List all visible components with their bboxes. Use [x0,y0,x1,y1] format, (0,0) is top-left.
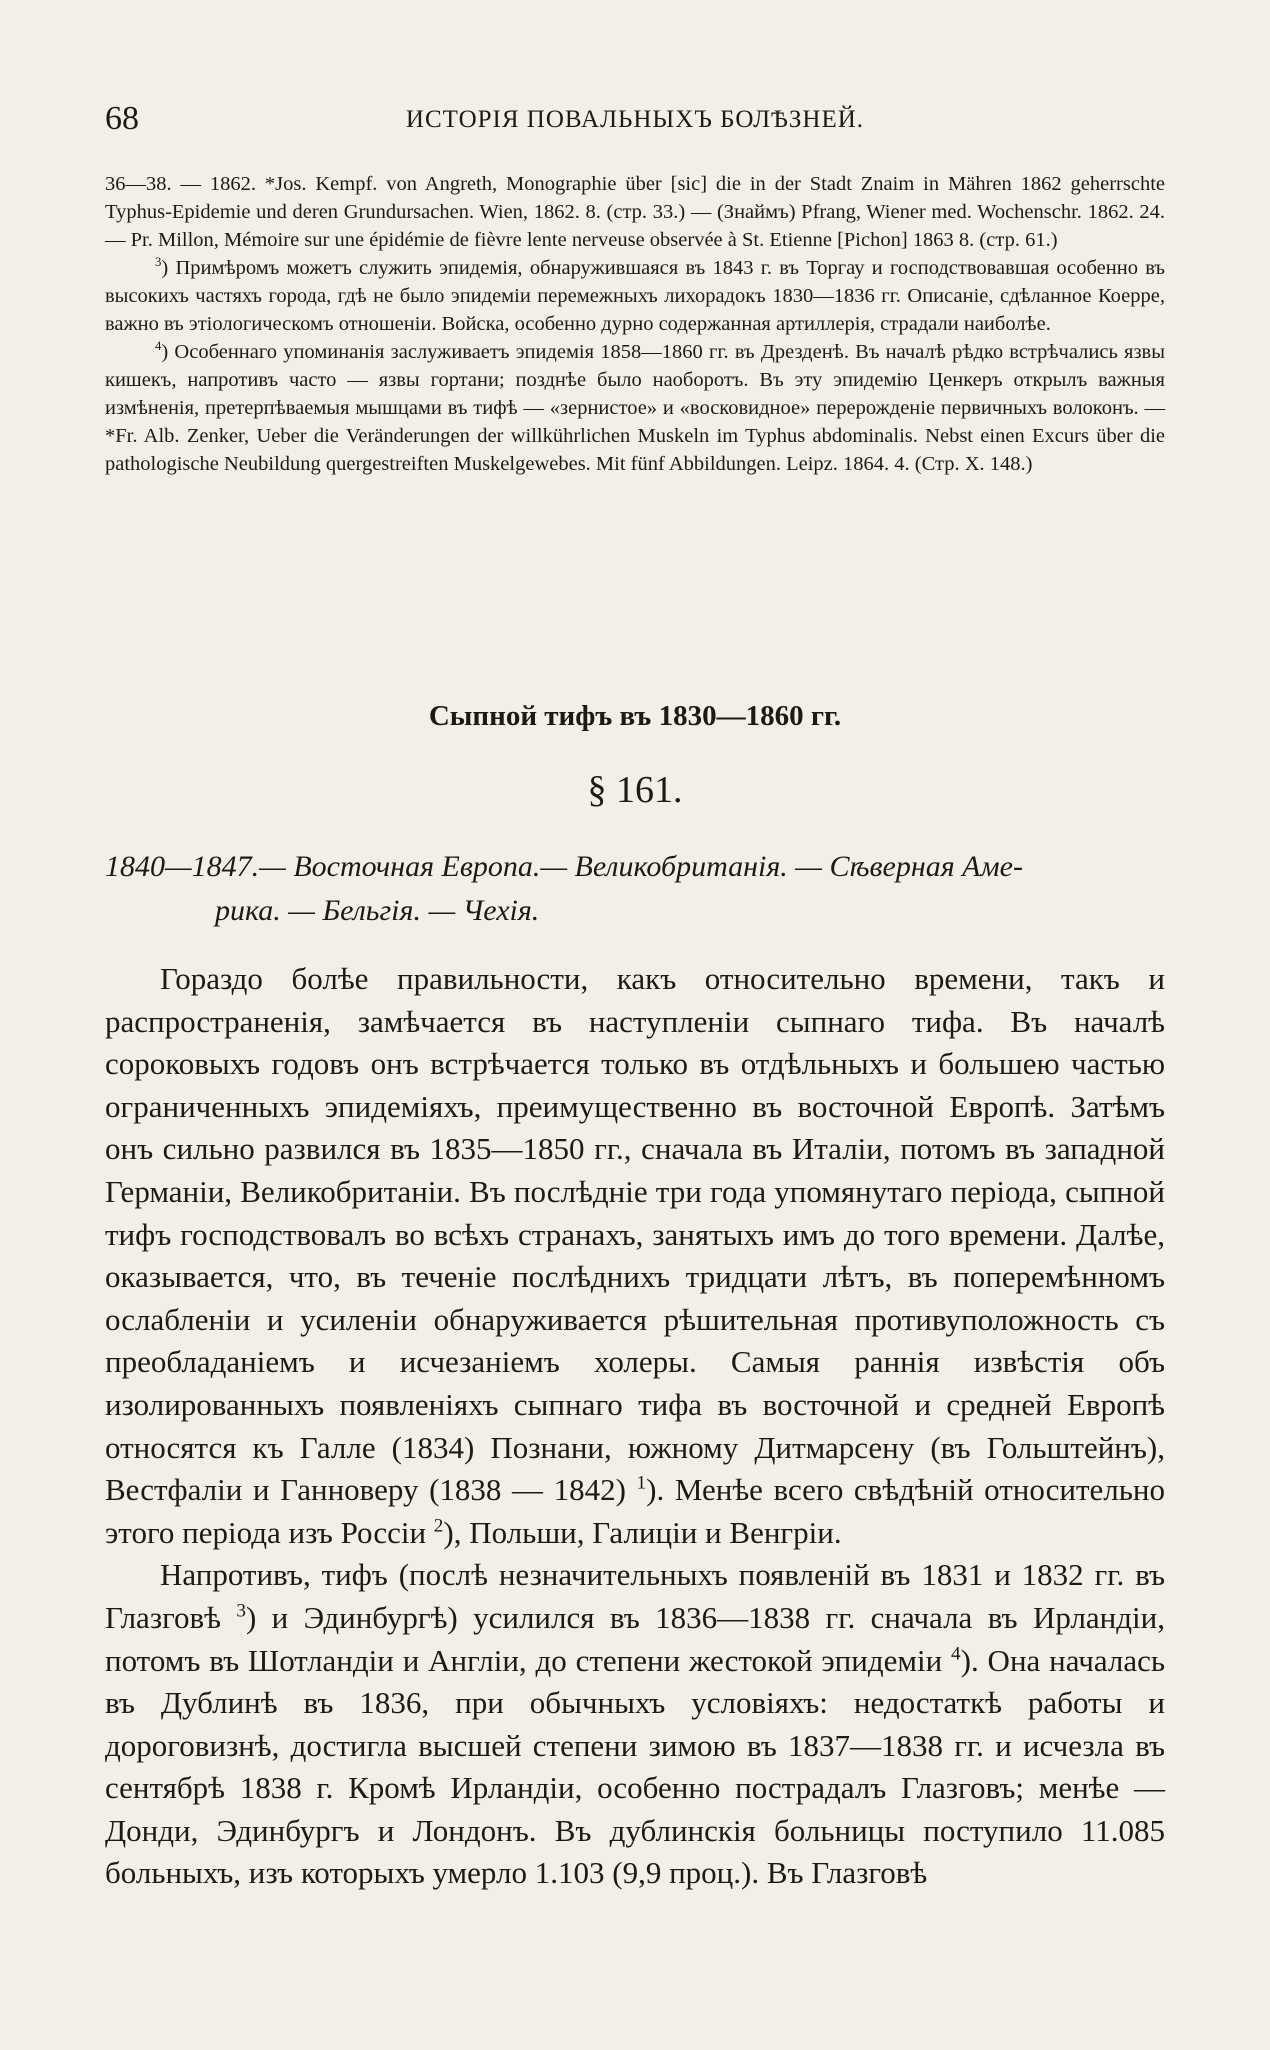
note-ref-3: 3 [236,1600,246,1622]
body-text [105,958,1165,1895]
footnote-4-mark: 4 [155,339,162,354]
paragraph-1 [105,958,1165,1554]
note-ref-1: 1 [636,1472,647,1494]
paragraph-2-part-c: ). Она началась въ Дублинѣ въ 1836, при обычныхъ условіяхъ: недостаткѣ работы и дороговизнѣ, достигла высшей степени зимою въ 1837—1838 гг. и исчезла въ сентябрѣ 1838 г. Кромѣ Ирландіи, особенно пострадалъ Глазговъ; менѣе — Донди, Эдинбургъ и Лондонъ. Въ дублинскія больницы поступило 11.085 больныхъ, изъ которыхъ умерло 1.103 (9,9 проц.). Въ Глазговѣ [105,1642,1165,1891]
section-number: § 161. [587,769,683,811]
section-heading [105,845,1165,933]
paragraph-2-part-a: Напротивъ, тифъ (послѣ незначительныхъ появленій въ 1831 и 1832 гг. въ Глазговѣ [105,1557,1165,1635]
footnote-3-text: ) Примѣромъ можетъ служить эпидемія, обнаружившаяся въ 1843 г. въ Торгау и господствовавшая особенно въ высокихъ частяхъ города, гдѣ не было эпидеміи перемежныхъ лихорадокъ 1830—1836 гг. Описаніе, сдѣланное Коерре, важно въ этіологическомъ отношеніи. Войска, особенно дурно содержанная артиллерія, страдали наиболѣе. [105,257,1165,335]
section-heading-line-1: 1840—1847.— Восточная Европа.— Великобританія. — Сѣверная Аме- [105,850,1023,883]
footnote-continuation: 36—38. — 1862. *Jos. Kempf. von Angreth, Monographie über [sic] die in der Stadt Znaim in Mähren 1862 geherrschte Typhus-Epidemie und deren Grundursachen. Wien, 1862. 8. (стр. 33.) — (Знаймъ) Pfrang, Wiener med. Wochenschr. 1862. 24. — Pr. Millon, Mémoire sur une épidémie de fièvre lente nerveuse observée à St. Etienne [Pichon] 1863 8. (стр. 61.) [105,173,1165,251]
section-heading-line-2: рика. — Бельгія. — Чехія. [215,894,540,927]
paragraph-1-part-a: Гораздо болѣе правильности, какъ относительно времени, такъ и распространенія, замѣчается въ наступленіи сыпнаго тифа. Въ началѣ сороковыхъ годовъ онъ встрѣчается только въ отдѣльныхъ и большею частью ограниченныхъ эпидеміяхъ, преимущественно въ восточной Европѣ. Затѣмъ онъ сильно развился въ 1835—1850 гг., сначала въ Италіи, потомъ въ западной Германіи, Великобританіи. Въ послѣдніе три года упомянутаго періода, сыпной тифъ господствовалъ во всѣхъ странахъ, занятыхъ имъ до того времени. Далѣе, оказывается, что, въ теченіе послѣднихъ тридцати лѣтъ, въ поперемѣнномъ ослабленіи и усиленіи обнаруживается рѣшительная противуположность съ преобладаніемъ и исчезаніемъ холеры. Самыя раннія извѣстія объ изолированныхъ появленіяхъ сыпнаго тифа въ восточной и средней Европѣ относятся къ Галле (1834) Познани, южному Дитмарсену (въ Гольштейнъ), Вестфаліи и Ганноверу (1838 — 1842) [105,961,1165,1508]
note-ref-2: 2 [433,1515,444,1537]
paragraph-2-part-b: ) и Эдинбургѣ) усилился въ 1836—1838 гг. сначала въ Ирландіи, потомъ въ Шотландіи и Англіи, до степени жестокой эпидеміи [105,1599,1165,1678]
paragraph-2 [105,1554,1165,1895]
footnotes-block [105,170,1165,478]
paragraph-1-part-b: ). Менѣе всего свѣдѣній относительно этого періода изъ Россіи [105,1472,1165,1550]
footnote-4 [105,338,1165,478]
note-ref-4: 4 [951,1643,961,1665]
footnote-3 [105,254,1165,338]
footnote-3-mark: 3 [155,255,162,270]
page-header [105,100,1165,144]
footnote-4-text: ) Особеннаго упоминанія заслуживаетъ эпидемія 1858—1860 гг. въ Дрезденѣ. Въ началѣ рѣдко встрѣчались язвы кишекъ, напротивъ часто — язвы гортани; позднѣе было наоборотъ. Въ эту эпидемію Ценкеръ открылъ важныя измѣненія, претерпѣваемыя мышцами въ тифѣ — «зернистое» и «восковидное» перерожденіе первичныхъ волоконъ. — *Fr. Alb. Zenker, Ueber die Veränderungen der willkührlichen Muskeln im Typhus abdominalis. Nebst einen Excurs über die pathologische Neubildung quergestreiften Muskelgewebes. Mit fünf Abbildungen. Leipz. 1864. 4. (Стр. X. 148.) [105,341,1165,475]
running-title: ИСТОРІЯ ПОВАЛЬНЫХЪ БОЛѢЗНЕЙ. [405,106,865,133]
page-number: 68 [105,100,139,137]
section-title: Сыпной тифъ въ 1830—1860 гг. [428,700,842,732]
paragraph-1-part-c: ), Польши, Галиціи и Венгріи. [443,1514,842,1550]
